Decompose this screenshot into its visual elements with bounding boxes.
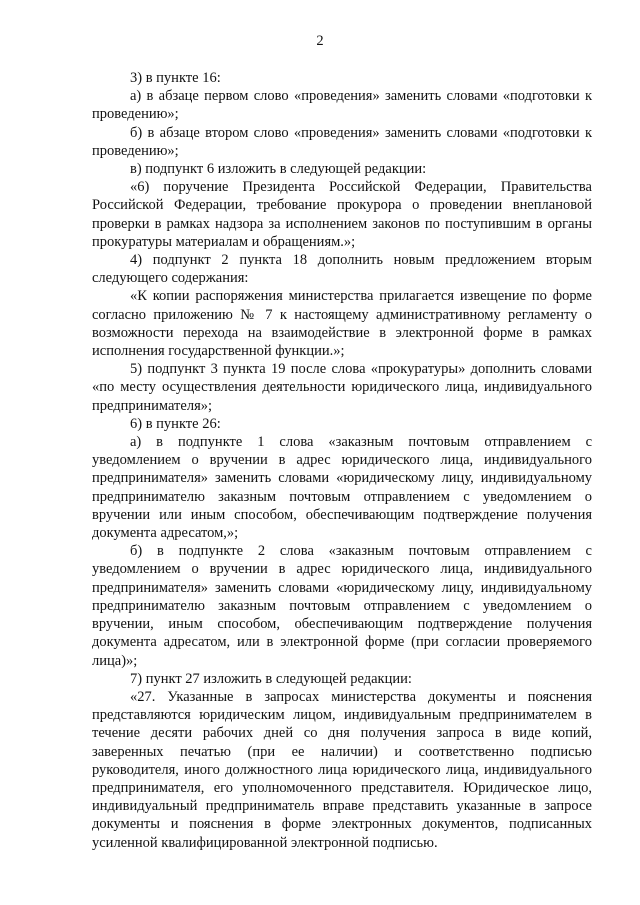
page-number: 2 bbox=[316, 33, 324, 49]
paragraph: «К копии распоряжения министерства прилагается извещение по форме согласно приложению № 7 к настоящему административному регламенту о возможности перехода на взаимодействие в электронной форме в рамках исполнения государственной функции.»; bbox=[92, 288, 592, 360]
paragraph: б) в абзаце втором слово «проведения» заменить словами «подготовки к проведению»; bbox=[92, 124, 592, 159]
paragraph: «27. Указанные в запросах министерства документы и пояснения представляются юридическим лицом, индивидуальным предпринимателем в течение десяти рабочих дней со дня получения запроса в виде копий, заверенных печатью (при ее наличии) и соответственно подписью руководителя, иного должностного лица юридического лица, индивидуального предпринимателя, его уполномоченного представителя. Юридическое лицо, индивидуальный предприниматель вправе представить указанные в запросе документы и пояснения в форме электронных документов, подписанных усиленной квалифицированной электронной подписью. bbox=[92, 688, 592, 851]
paragraph: 4) подпункт 2 пункта 18 дополнить новым предложением вторым следующего содержания: bbox=[92, 252, 592, 287]
paragraph: б) в подпункте 2 слова «заказным почтовым отправлением с уведомлением о вручении в адрес юридического лица, индивидуального предпринимателя» заменить словами «юридическому лицу, индивидуальному предпринимателю заказным почтовым отправлением с уведомлением о вручении, иным способом, обеспечивающим подтверждение получения документа адресатом, или в электронной форме (при согласии проверяемого лица)»; bbox=[92, 543, 592, 669]
paragraph: 3) в пункте 16: bbox=[130, 70, 221, 86]
paragraph: 5) подпункт 3 пункта 19 после слова «прокуратуры» дополнить словами «по месту осуществления деятельности юридического лица, индивидуального предпринимателя»; bbox=[92, 361, 592, 414]
paragraph: 6) в пункте 26: bbox=[130, 415, 221, 432]
paragraph: 7) пункт 27 изложить в следующей редакции: bbox=[130, 670, 412, 687]
paragraph: в) подпункт 6 изложить в следующей редакции: bbox=[130, 161, 427, 178]
document-body bbox=[92, 69, 592, 852]
paragraph: а) в подпункте 1 слова «заказным почтовым отправлением с уведомлением о вручении в адрес юридического лица, индивидуального предпринимателя» заменить словами «юридическому лицу, индивидуальному предпринимателю заказным почтовым отправлением с уведомлением о вручении или иным способом, обеспечивающим подтверждение получения документа адресатом,»; bbox=[92, 434, 592, 542]
paragraph: а) в абзаце первом слово «проведения» заменить словами «подготовки к проведению»; bbox=[92, 88, 592, 123]
paragraph: «6) поручение Президента Российской Федерации, Правительства Российской Федерации, требование прокурора о проведении внеплановой проверки в рамках надзора за исполнением законов по поступившим в органы прокуратуры материалам и обращениям.»; bbox=[92, 179, 592, 250]
